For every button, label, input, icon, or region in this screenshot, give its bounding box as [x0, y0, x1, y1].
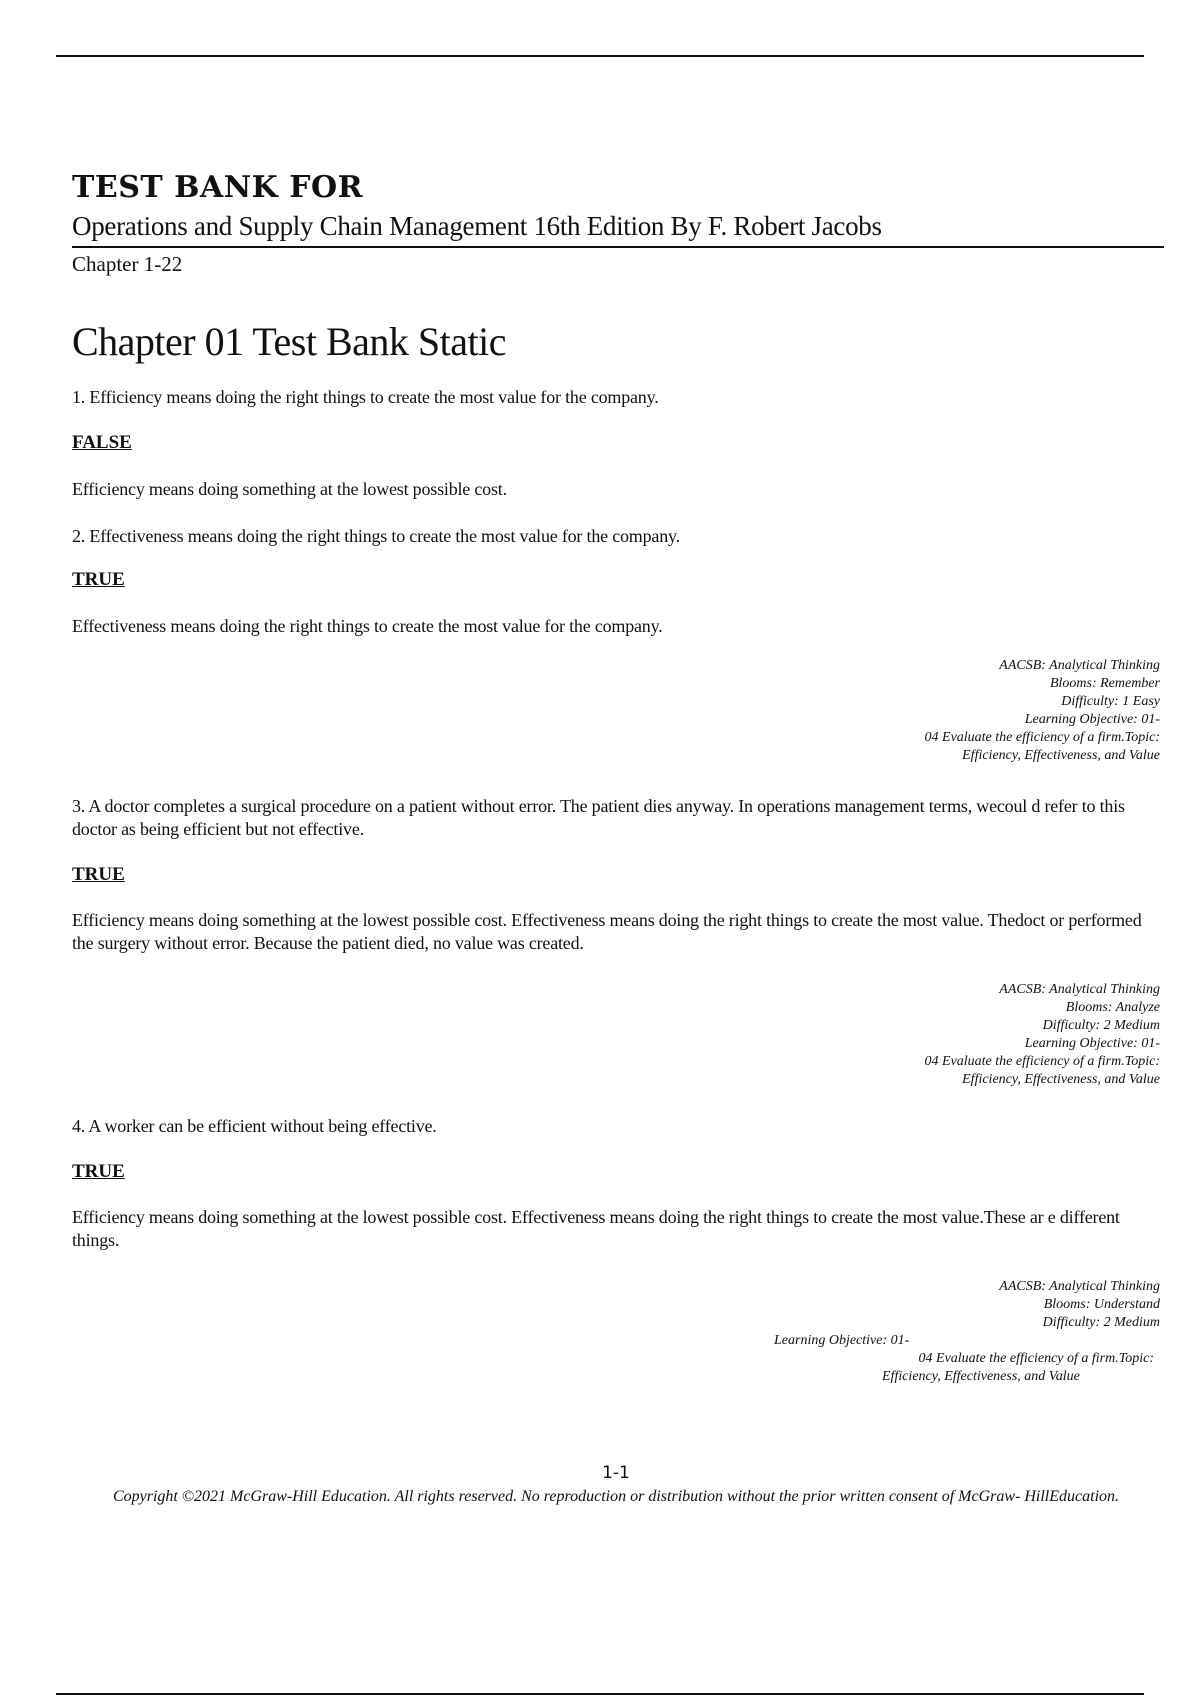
- copyright-notice: Copyright ©2021 McGraw-Hill Education. All rights reserved. No reproduction or distribution without the prior written consent of McGraw- HillEducation.: [112, 1488, 1120, 1505]
- meta-objective-detail: 04 Evaluate the efficiency of a firm.Topic:: [924, 1054, 1160, 1069]
- book-title: Operations and Supply Chain Management 16th Edition By F. Robert Jacobs: [72, 211, 882, 241]
- question-text: 1. Efficiency means doing the right things to create the most value for the company.: [72, 387, 659, 407]
- meta-blooms: Blooms: Understand: [1043, 1297, 1160, 1312]
- meta-aacsb: AACSB: Analytical Thinking: [999, 982, 1160, 997]
- bottom-rule: [56, 1693, 1144, 1695]
- question-2: [72, 525, 1162, 765]
- answer-explanation: Efficiency means doing something at the lowest possible cost. Effectiveness means doing the right things to create the most value.These ar e different things.: [72, 1207, 1120, 1250]
- meta-objective-detail: 04 Evaluate the efficiency of a firm.Topic:: [918, 1351, 1154, 1366]
- meta-topic: Efficiency, Effectiveness, and Value: [962, 1072, 1160, 1087]
- question-text: 3. A doctor completes a surgical procedure on a patient without error. The patient dies anyway. In operations management terms, wecoul d refer to this doctor as being efficient but not effective.: [72, 796, 1125, 839]
- meta-aacsb: AACSB: Analytical Thinking: [999, 1279, 1160, 1294]
- chapter-heading: Chapter 01 Test Bank Static: [72, 319, 506, 364]
- question-metadata: [72, 981, 1160, 1089]
- meta-blooms: Blooms: Analyze: [1065, 1000, 1160, 1015]
- answer-label: TRUE: [72, 864, 125, 885]
- meta-difficulty: Difficulty: 1 Easy: [1061, 694, 1160, 709]
- answer-label: TRUE: [72, 569, 125, 590]
- question-text: 2. Effectiveness means doing the right things to create the most value for the company.: [72, 526, 680, 546]
- answer-explanation: Efficiency means doing something at the lowest possible cost. Effectiveness means doing the right things to create the most value. Thedoct or performed the surgery without error. Because the patient died, no value was created.: [72, 910, 1142, 953]
- question-text: 4. A worker can be efficient without being effective.: [72, 1116, 437, 1136]
- meta-topic: Efficiency, Effectiveness, and Value: [882, 1369, 1080, 1384]
- meta-learning-objective: Learning Objective: 01-: [1024, 1036, 1160, 1051]
- meta-difficulty: Difficulty: 2 Medium: [1042, 1315, 1160, 1330]
- top-rule: [56, 55, 1144, 57]
- question-3: [72, 795, 1162, 1089]
- question-4: [72, 1115, 1162, 1386]
- meta-learning-objective: Learning Objective: 01-: [1024, 712, 1160, 727]
- meta-blooms: Blooms: Remember: [1049, 676, 1160, 691]
- answer-label: FALSE: [72, 432, 132, 453]
- question-metadata: [72, 657, 1160, 765]
- page-content: [72, 170, 1162, 1386]
- meta-learning-objective: Learning Objective: 01-: [774, 1333, 910, 1348]
- page-number: 1-1: [602, 1463, 630, 1483]
- chapter-range: Chapter 1-22: [72, 252, 183, 276]
- meta-difficulty: Difficulty: 2 Medium: [1042, 1018, 1160, 1033]
- question-1: [72, 386, 1162, 501]
- question-metadata: [72, 1278, 1160, 1386]
- answer-explanation: Efficiency means doing something at the lowest possible cost.: [72, 479, 507, 499]
- answer-label: TRUE: [72, 1161, 125, 1182]
- page-footer: [56, 1462, 1176, 1508]
- title-rule: [72, 246, 1164, 248]
- answer-explanation: Effectiveness means doing the right things to create the most value for the company.: [72, 616, 663, 636]
- meta-aacsb: AACSB: Analytical Thinking: [999, 658, 1160, 673]
- meta-topic: Efficiency, Effectiveness, and Value: [962, 748, 1160, 763]
- test-bank-title: TEST BANK FOR: [72, 170, 364, 205]
- meta-objective-detail: 04 Evaluate the efficiency of a firm.Topic:: [924, 730, 1160, 745]
